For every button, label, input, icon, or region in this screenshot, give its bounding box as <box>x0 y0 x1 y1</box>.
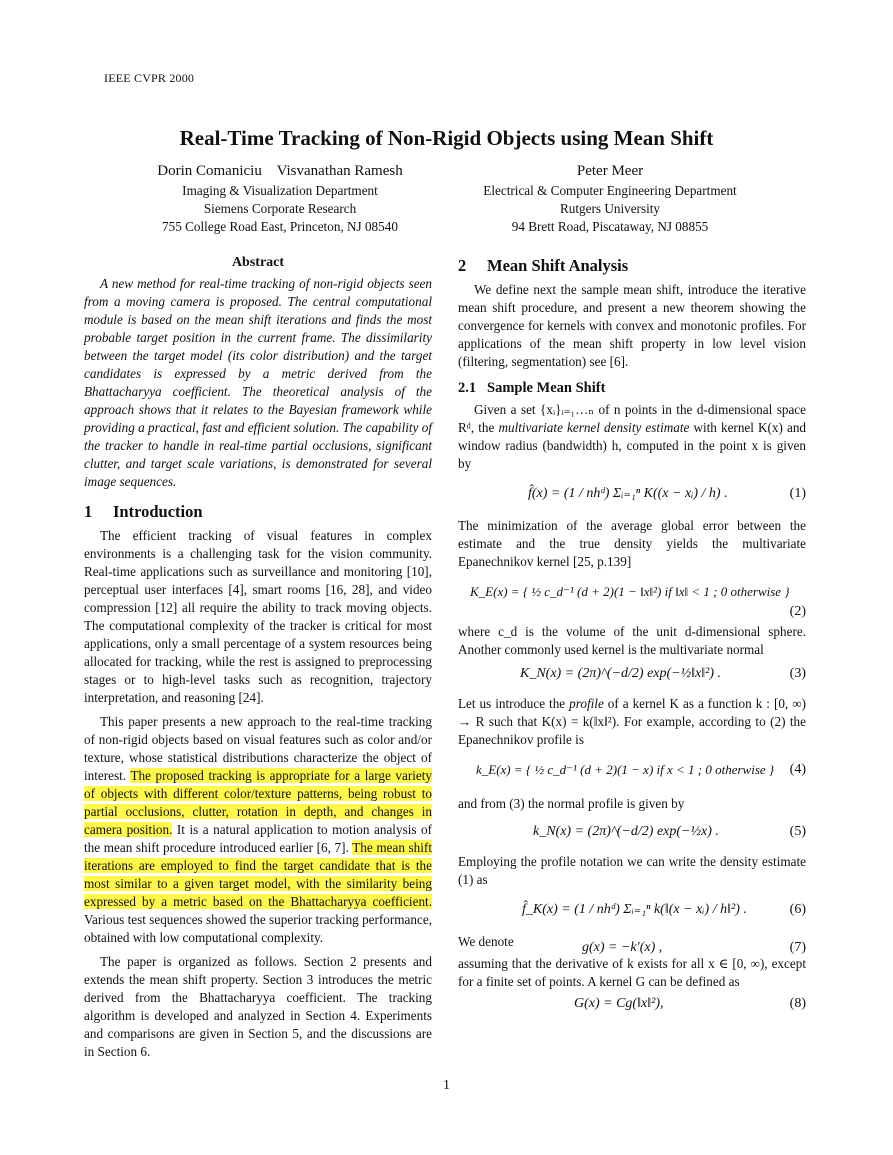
equation-8: G(x) = Cg(‖x‖²), (8) <box>574 996 806 1011</box>
affiliation-left <box>110 160 450 236</box>
equation-7-row: We denote g(x) = −k′(x) , (7) <box>458 934 806 955</box>
equation-6: f̂_K(x) = (1 / nhᵈ) Σᵢ₌₁ⁿ k(‖(x − xᵢ) / h‖²) . (6) <box>522 902 806 917</box>
author-names-left: Dorin Comaniciu Visvanathan Ramesh <box>157 163 403 179</box>
subsection-paragraph-1: Given a set {xᵢ}ᵢ₌₁…ₙ of n points in the d-dimensional space Rᵈ, the multivariate kernel density estimate with kernel K(x) and window radius (bandwidth) h, computed in the point x is given by <box>458 402 807 471</box>
affiliation-right <box>440 160 780 236</box>
subsection-paragraph-2: The minimization of the average global error between the estimate and the true density yields the multivariate Epanechnikov kernel [25, p.139] <box>458 518 806 569</box>
address-left: 755 College Road East, Princeton, NJ 08540 <box>162 219 398 234</box>
equation-3: K_N(x) = (2π)^(−d/2) exp(−½‖x‖²) . (3) <box>520 666 806 681</box>
address-right: 94 Brett Road, Piscataway, NJ 08855 <box>511 219 709 234</box>
left-column <box>84 254 432 1061</box>
subsection-paragraph-6: Employing the profile notation we can write the density estimate (1) as <box>458 854 806 887</box>
subsection-paragraph-3: where c_d is the volume of the unit d-dimensional sphere. Another commonly used kernel is the multivariate normal <box>458 624 806 657</box>
section2-paragraph-1: We define next the sample mean shift, introduce the iterative mean shift procedure, and present a new theorem showing the convergence for kernels with convex and monotonic profiles. For applications of the mean shift property in low level vision (filtering, segmentation) see [6]. <box>458 282 806 369</box>
highlight-2: The mean shift iterations are employed to find the target candidate that is the most similar to a given target model, with the similarity being expressed by a metric based on the Bhattacharyya coefficient. <box>84 840 432 909</box>
intro-paragraph-3: The paper is organized as follows. Section 2 presents and extends the mean shift property. Section 3 introduces the metric derived from the Bhattacharyya coefficient. The tracking algorithm is developed and analyzed in Section 4. Experiments and comparisons are given in Section 5, and the discussions are in Section 6. <box>84 954 432 1059</box>
equation-4: k_E(x) = { ½ c_d⁻¹ (d + 2)(1 − x) if x < 1 ; 0 otherwise } (4) <box>476 762 806 777</box>
author-names-right: Peter Meer <box>576 163 644 179</box>
department-right: Electrical & Computer Engineering Department <box>483 183 737 198</box>
section-title: Introduction <box>113 502 203 521</box>
right-column <box>458 257 806 1017</box>
subsection-paragraph-5: and from (3) the normal profile is given by <box>458 796 685 811</box>
section-heading-introduction <box>84 503 432 521</box>
highlight-1: The proposed tracking is appropriate for a large variety of objects with different color/texture patterns, being robust to partial occlusions, clutter, rotation in depth, and changes in camera position. <box>84 768 433 837</box>
intro-paragraph-2: This paper presents a new approach to the real-time tracking of non-rigid objects based on visual features such as color and/or texture, whose statistical distributions characterize the object of interest. The proposed tracking is appropriate for a large variety of objects with different color/texture patterns, being robust to partial occlusions, clutter, rotation in depth, and changes in camera position. It is a natural application to motion analysis of the mean shift procedure introduced earlier [6, 7]. The mean shift iterations are employed to find the target candidate that is the most similar to a given target model, with the similarity being expressed by a metric based on the Bhattacharyya coefficient. Various test sequences showed the superior tracking performance, obtained with low computational complexity. <box>84 714 433 945</box>
organization-right: Rutgers University <box>560 201 660 216</box>
department-left: Imaging & Visualization Department <box>182 183 378 198</box>
subsection-paragraph-7: We denote <box>458 934 514 949</box>
running-header: IEEE CVPR 2000 <box>104 71 195 85</box>
subsection-heading: 2.1 Sample Mean Shift <box>458 380 606 396</box>
subsection-paragraph-8: assuming that the derivative of k exists for all x ∈ [0, ∞), except for a finite set of points. A kernel G can be defined as <box>458 956 806 989</box>
subsection-paragraph-4: Let us introduce the profile of a kernel K as a function k : [0, ∞) → R such that K(x) = k(‖x‖²). For example, according to (2) the Epanechnikov profile is <box>458 696 806 747</box>
equation-7: g(x) = −k′(x) , <box>582 940 663 955</box>
abstract-heading: Abstract <box>231 255 285 270</box>
section-number: 1 <box>84 502 93 521</box>
paper-title: Real-Time Tracking of Non-Rigid Objects using Mean Shift <box>179 126 714 150</box>
equation-5: k_N(x) = (2π)^(−d/2) exp(−½x) . (5) <box>533 824 806 839</box>
section-heading-mean-shift: 2 Mean Shift Analysis <box>458 256 629 275</box>
page-number: 1 <box>443 1078 450 1093</box>
abstract-text: A new method for real-time tracking of non-rigid objects seen from a moving camera is proposed. The central computational module is based on the mean shift iterations and finds the most probable target position in the current frame. The dissimilarity between the target model (its color distribution) and the target candidates is expressed by a metric derived from the Bhattacharyya coefficient. The theoretical analysis of the approach shows that it relates to the Bayesian framework while providing a practical, fast and efficient solution. The capability of the tracker to handle in real-time partial occlusions, significant clutter, and target scale variations, is demonstrated for several image sequences. <box>84 276 432 489</box>
equation-1: f̂(x) = (1 / nhᵈ) Σᵢ₌₁ⁿ K((x − xᵢ) / h) . (1) <box>528 486 806 501</box>
organization-left: Siemens Corporate Research <box>203 201 357 216</box>
intro-paragraph-1: The efficient tracking of visual features in complex environments is a challenging task for the vision community. Real-time applications such as surveillance and monitoring [10], perceptual user interfaces [4], smart rooms [16, 28], and video compression [12] all require the ability to track moving objects. The computational complexity of the tracker is critical for most applications, only a small percentage of a system resources being allocated for tracking, while the rest is assigned to preprocessing stages or to high-level tasks such as recognition, trajectory interpretation, and reasoning [24]. <box>84 528 432 705</box>
equation-2: K_E(x) = { ½ c_d⁻¹ (d + 2)(1 − ‖x‖²) if ‖x‖ < 1 ; 0 otherwise } (2) <box>470 584 806 619</box>
